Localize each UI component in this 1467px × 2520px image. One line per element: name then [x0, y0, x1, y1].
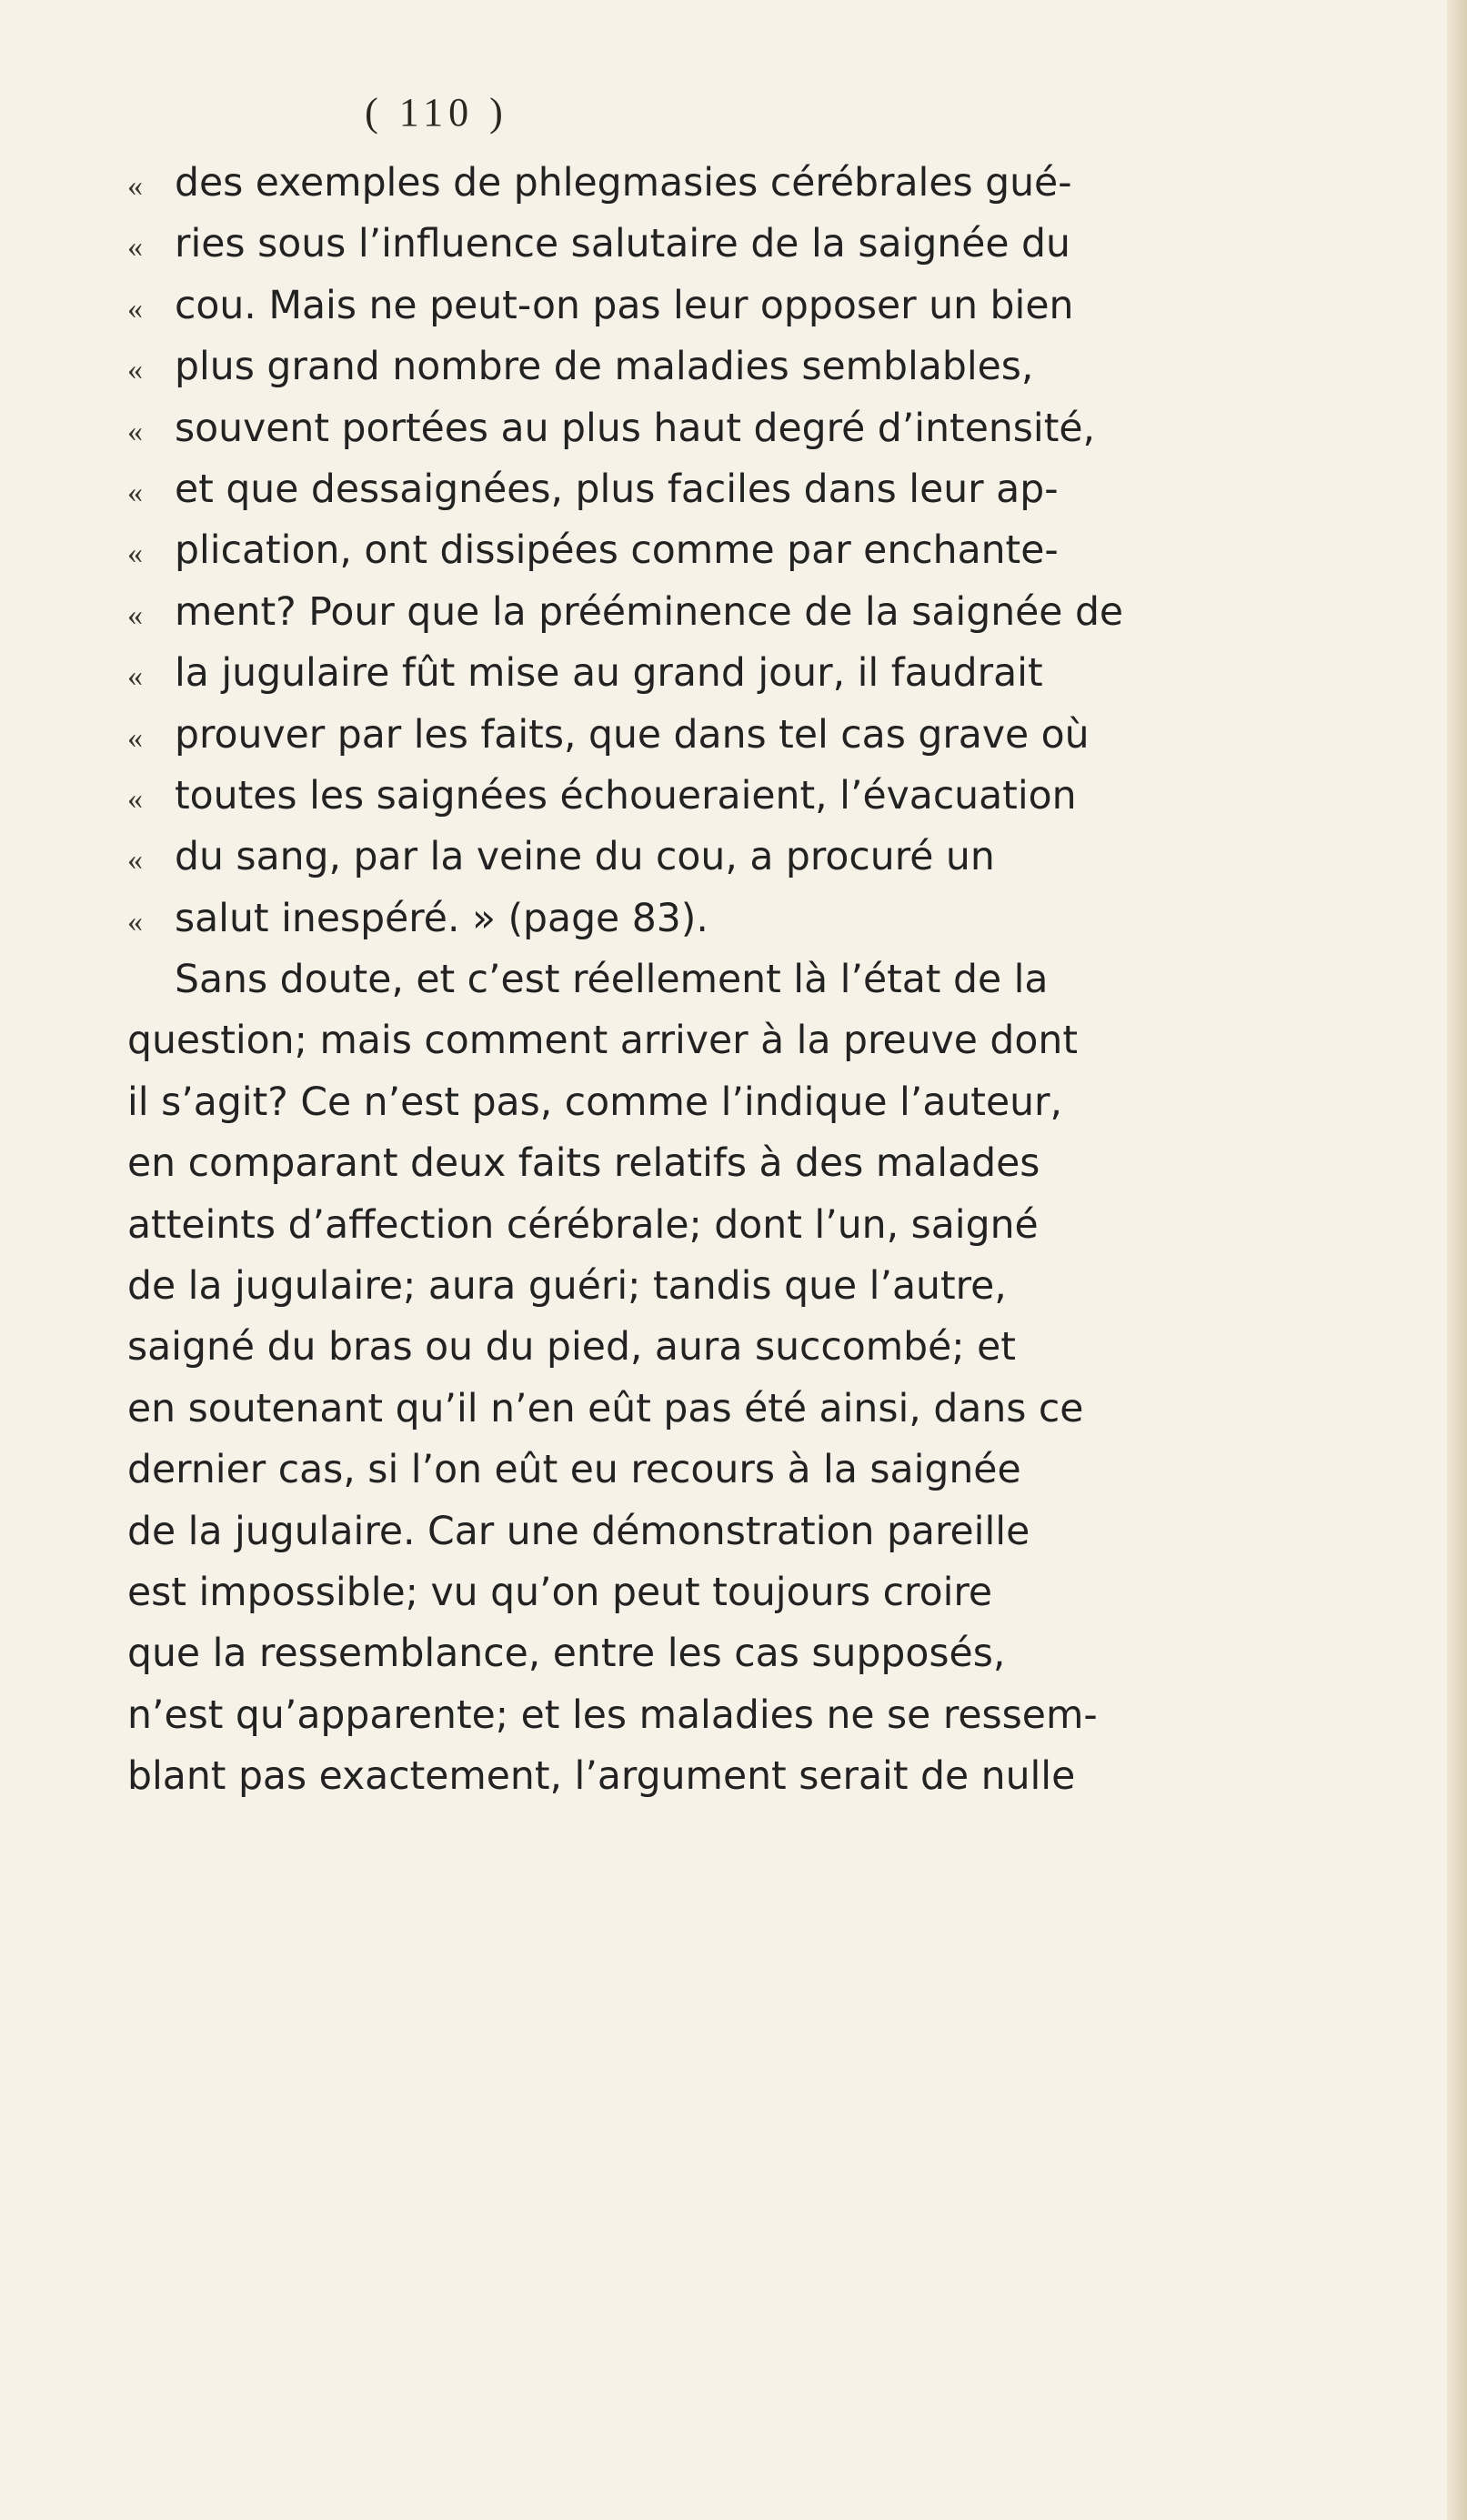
text-line: [127, 153, 1246, 214]
quote-mark: «: [127, 597, 143, 632]
quote-mark: «: [127, 169, 143, 203]
quote-mark: «: [127, 353, 143, 387]
text-line: [127, 705, 1246, 766]
line-text: des exemples de phlegmasies cérébrales gué-: [175, 161, 1072, 206]
text-line: [127, 1133, 1246, 1194]
line-text: du sang, par la veine du cou, a procuré un: [175, 835, 995, 880]
quote-mark: «: [127, 720, 143, 755]
text-line: [127, 459, 1246, 520]
text-line: [127, 1562, 1246, 1623]
quote-mark: «: [127, 781, 143, 816]
line-text: en comparant deux faits relatifs à des malades: [127, 1141, 1040, 1187]
text-line: [127, 766, 1246, 827]
text-line: [127, 1379, 1246, 1440]
line-text: salut inespéré. » (page 83).: [175, 896, 708, 941]
line-text: blant pas exactement, l’argument serait de nulle: [127, 1754, 1076, 1800]
line-text: ries sous l’influence salutaire de la saignée du: [175, 222, 1070, 267]
text-line: [127, 1256, 1246, 1317]
text-line: [127, 1501, 1246, 1562]
line-text: il s’agit? Ce n’est pas, comme l’indique l’auteur,: [127, 1079, 1063, 1125]
page-number: ( 110 ): [365, 89, 508, 135]
line-text: toutes les saignées échoueraient, l’évacuation: [175, 773, 1077, 818]
text-line: [127, 336, 1246, 397]
text-line: [127, 1072, 1246, 1133]
line-text: dernier cas, si l’on eût eu recours à la saignée: [127, 1448, 1021, 1493]
text-line: [127, 1623, 1246, 1684]
line-text: est impossible; vu qu’on peut toujours croire: [127, 1570, 993, 1615]
page-edge: [1447, 0, 1467, 2520]
text-line: [127, 582, 1246, 643]
line-text: prouver par les faits, que dans tel cas grave où: [175, 712, 1090, 758]
text-line: [127, 214, 1246, 275]
line-text: en soutenant qu’il n’en eût pas été ainsi, dans ce: [127, 1386, 1084, 1431]
quote-mark: «: [127, 843, 143, 878]
line-text: plication, ont dissipées comme par enchante-: [175, 528, 1059, 574]
text-line: [127, 398, 1246, 459]
quote-mark: «: [127, 230, 143, 265]
text-line: [127, 276, 1246, 336]
text-line: [127, 827, 1246, 888]
line-text: et que dessaignées, plus faciles dans leur ap-: [175, 467, 1059, 512]
line-text: ment? Pour que la prééminence de la saignée de: [175, 589, 1124, 635]
body-text: [127, 153, 1246, 1808]
line-text: la jugulaire fût mise au grand jour, il faudrait: [175, 651, 1043, 697]
quote-mark: «: [127, 414, 143, 448]
line-text: atteints d’affection cérébrale; dont l’un, saigné: [127, 1202, 1039, 1248]
text-line: [127, 1010, 1246, 1071]
text-line: [127, 1440, 1246, 1501]
line-text: plus grand nombre de maladies semblables,: [175, 345, 1034, 390]
quote-mark: «: [127, 537, 143, 571]
line-text: cou. Mais ne peut-on pas leur opposer un bien: [175, 283, 1074, 328]
quote-mark: «: [127, 475, 143, 509]
text-line: [127, 1746, 1246, 1807]
quote-mark: «: [127, 291, 143, 326]
text-line: [127, 1317, 1246, 1378]
line-text: Sans doute, et c’est réellement là l’état de la: [175, 958, 1049, 1003]
text-line: [127, 1195, 1246, 1256]
line-text: de la jugulaire; aura guéri; tandis que l’autre,: [127, 1264, 1007, 1310]
line-text: question; mais comment arriver à la preuve dont: [127, 1019, 1079, 1064]
text-line: [127, 643, 1246, 704]
quote-mark: «: [127, 659, 143, 694]
text-line: [127, 889, 1246, 949]
quote-mark: «: [127, 904, 143, 939]
text-line: [127, 1685, 1246, 1746]
line-text: que la ressemblance, entre les cas supposés,: [127, 1631, 1006, 1677]
text-line: [127, 520, 1246, 581]
line-text: saigné du bras ou du pied, aura succombé; et: [127, 1325, 1016, 1370]
line-text: souvent portées au plus haut degré d’intensité,: [175, 406, 1096, 451]
text-line: [127, 949, 1246, 1010]
line-text: de la jugulaire. Car une démonstration pareille: [127, 1509, 1030, 1554]
line-text: n’est qu’apparente; et les maladies ne se ressem-: [127, 1692, 1098, 1738]
